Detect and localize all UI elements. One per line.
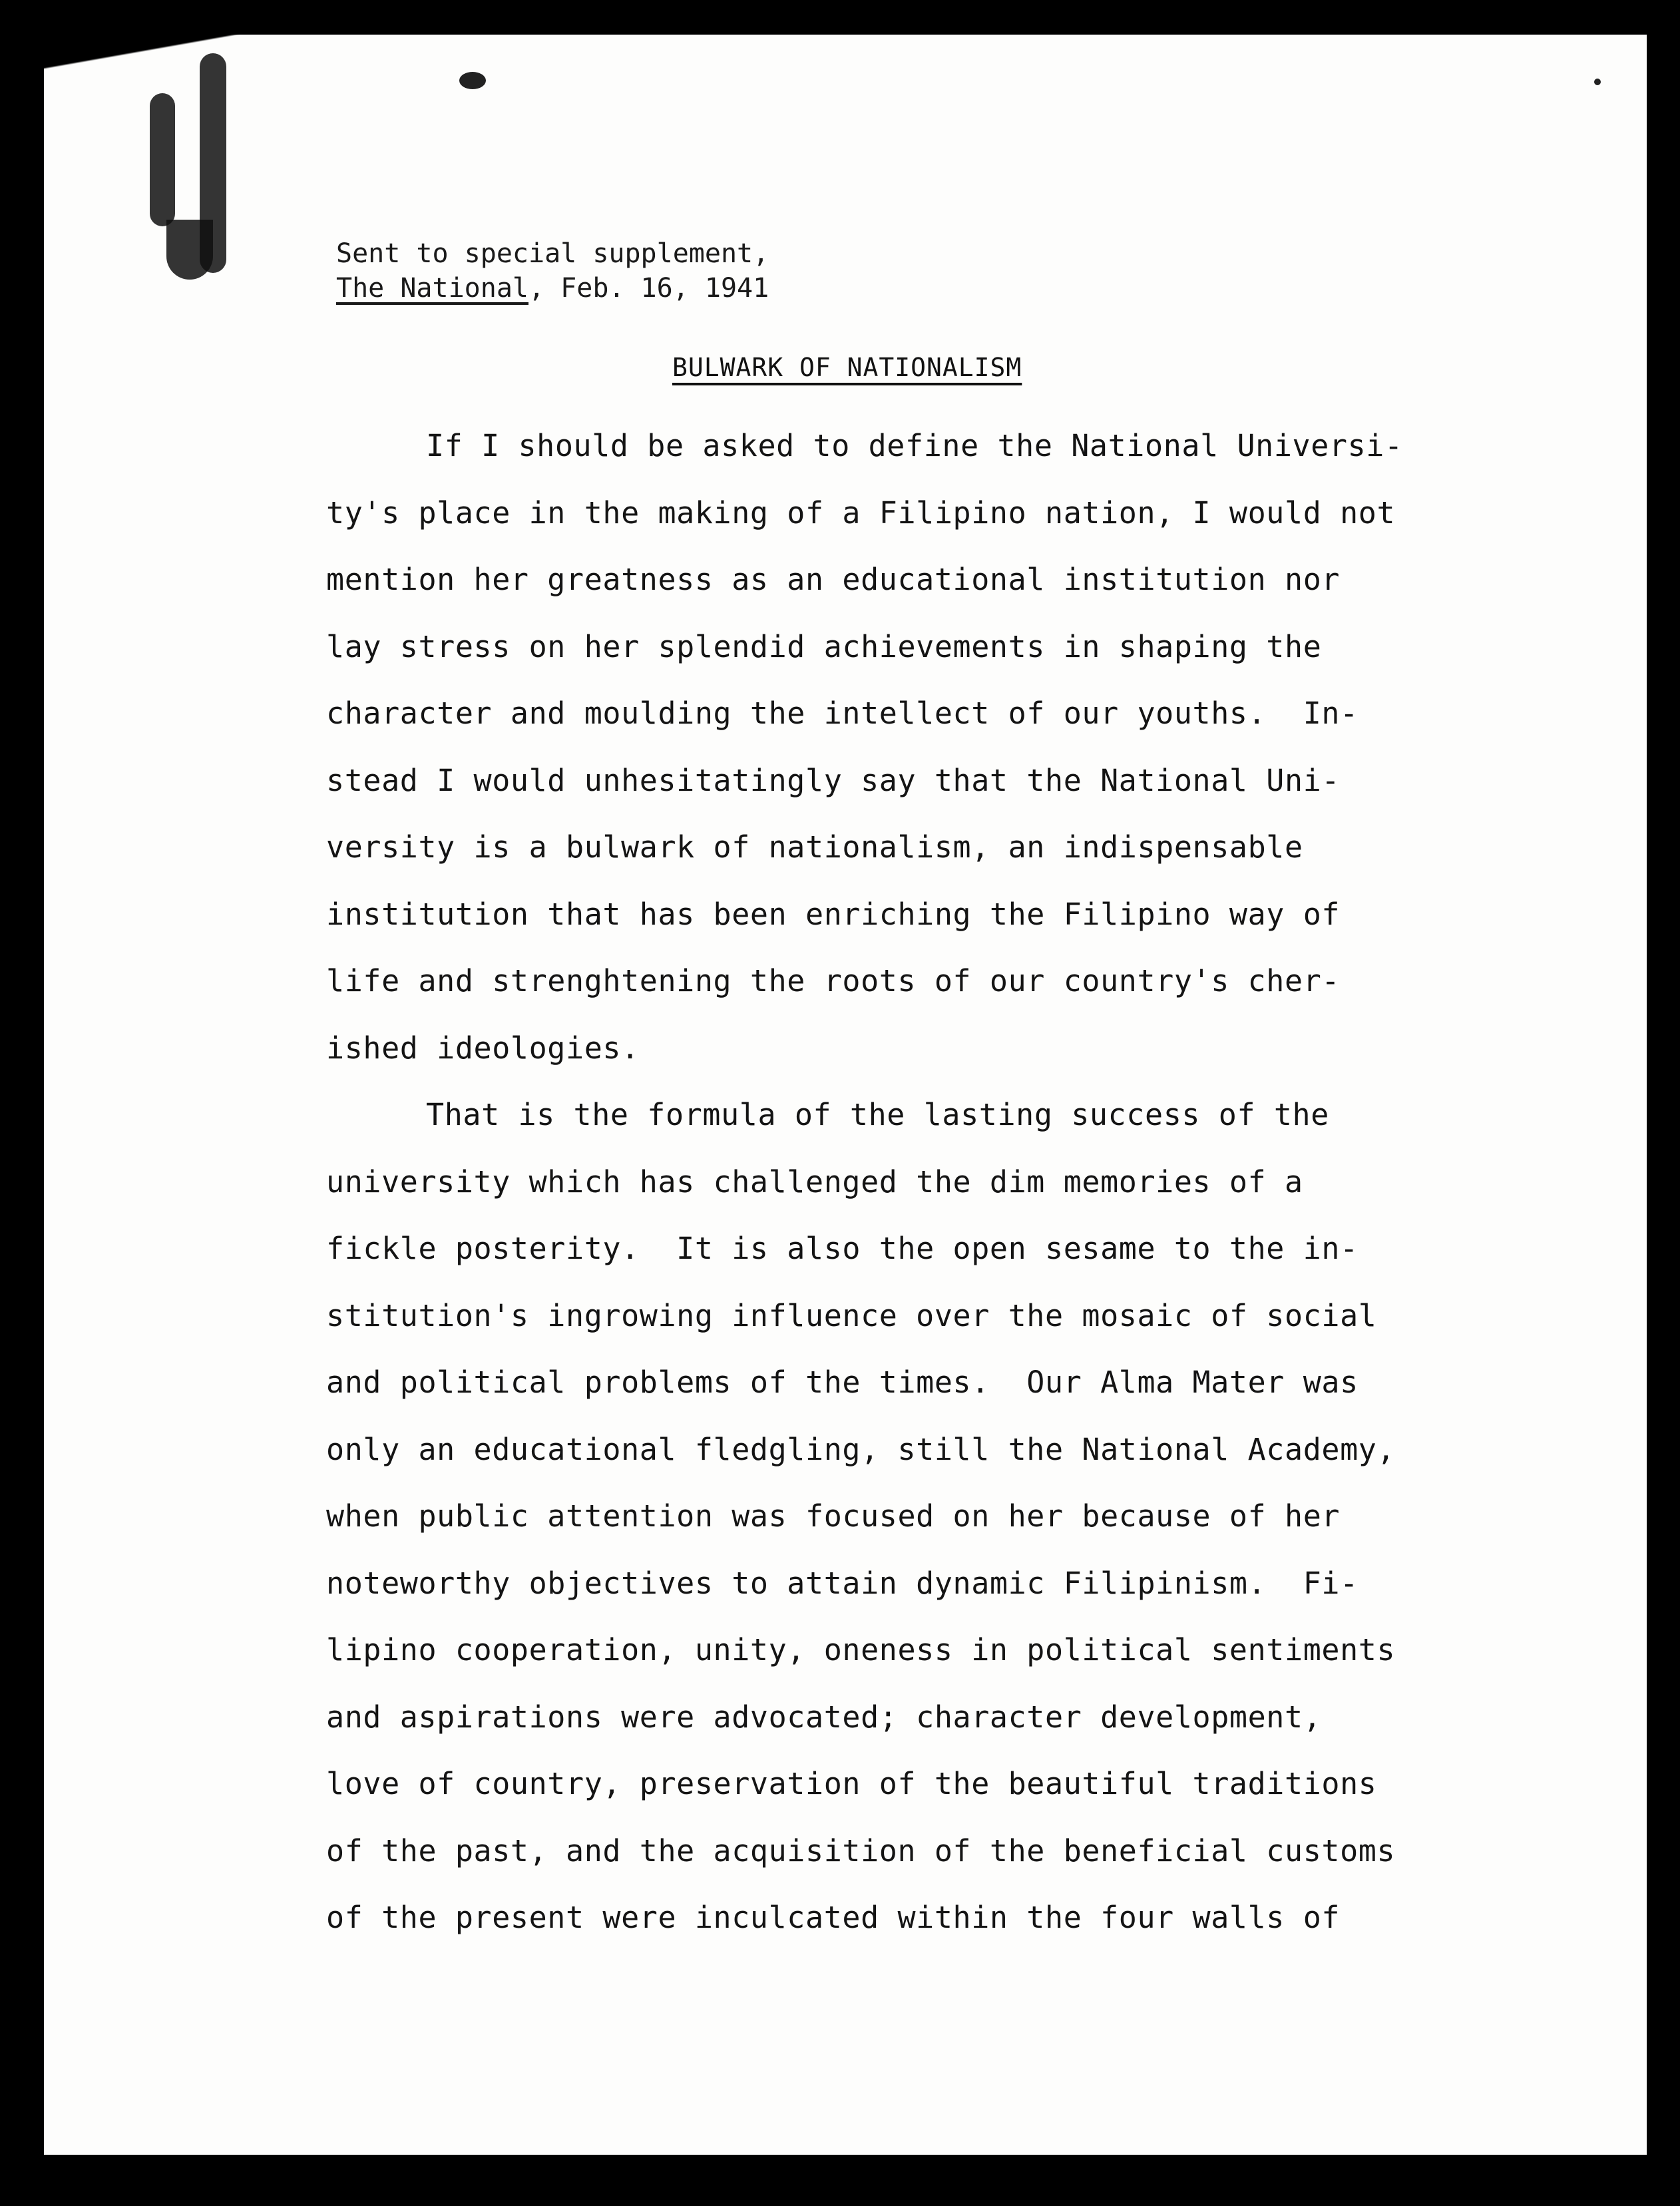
text-line: character and moulding the intellect of our youths. In- [326, 696, 1359, 731]
ink-smudge [166, 220, 213, 280]
text-line: If I should be asked to define the National Universi- [426, 428, 1403, 463]
text-line: noteworthy objectives to attain dynamic Filipinism. Fi- [326, 1565, 1359, 1601]
text-line: and aspirations were advocated; character development, [326, 1699, 1322, 1735]
text-line: university which has challenged the dim memories of a [326, 1164, 1303, 1200]
header-note-line-1: Sent to special supplement, [336, 238, 769, 269]
text-line: institution that has been enriching the Filipino way of [326, 896, 1341, 932]
text-line: fickle posterity. It is also the open sesame to the in- [326, 1231, 1359, 1266]
ink-smudge [150, 93, 175, 226]
text-line: ty's place in the making of a Filipino nation, I would not [326, 495, 1396, 531]
header-note-line-2 [336, 271, 769, 306]
text-line: versity is a bulwark of nationalism, an indispensable [326, 829, 1303, 865]
publication-name: The National [336, 273, 528, 304]
text-line: mention her greatness as an educational institution nor [326, 562, 1341, 597]
text-line: stead I would unhesitatingly say that the National Uni- [326, 762, 1341, 798]
text-line: only an educational fledgling, still the National Academy, [326, 1431, 1396, 1467]
header-note [336, 236, 769, 306]
text-line: ished ideologies. [326, 1030, 640, 1066]
text-line: That is the formula of the lasting success of the [426, 1097, 1329, 1132]
text-line: stitution's ingrowing influence over the mosaic of social [326, 1297, 1377, 1333]
text-line: and political problems of the times. Our Alma Mater was [326, 1365, 1359, 1400]
text-line: of the past, and the acquisition of the beneficial customs [326, 1833, 1396, 1869]
text-line: love of country, preservation of the beautiful traditions [326, 1766, 1377, 1801]
text-line: when public attention was focused on her because of her [326, 1498, 1341, 1534]
ink-blot [459, 72, 486, 89]
text-line: life and strenghtening the roots of our country's cher- [326, 963, 1341, 998]
document-body [326, 413, 1524, 1952]
text-line: lipino cooperation, unity, oneness in political sentiments [326, 1632, 1396, 1667]
ink-dot [1594, 79, 1601, 85]
text-line: of the present were inculcated within the four walls of [326, 1900, 1341, 1935]
text-line: lay stress on her splendid achievements in shaping the [326, 628, 1322, 664]
paragraph [326, 1082, 1524, 1952]
document-title: BULWARK OF NATIONALISM [672, 353, 1022, 382]
paragraph [326, 413, 1524, 1082]
publication-date: , Feb. 16, 1941 [528, 273, 769, 304]
